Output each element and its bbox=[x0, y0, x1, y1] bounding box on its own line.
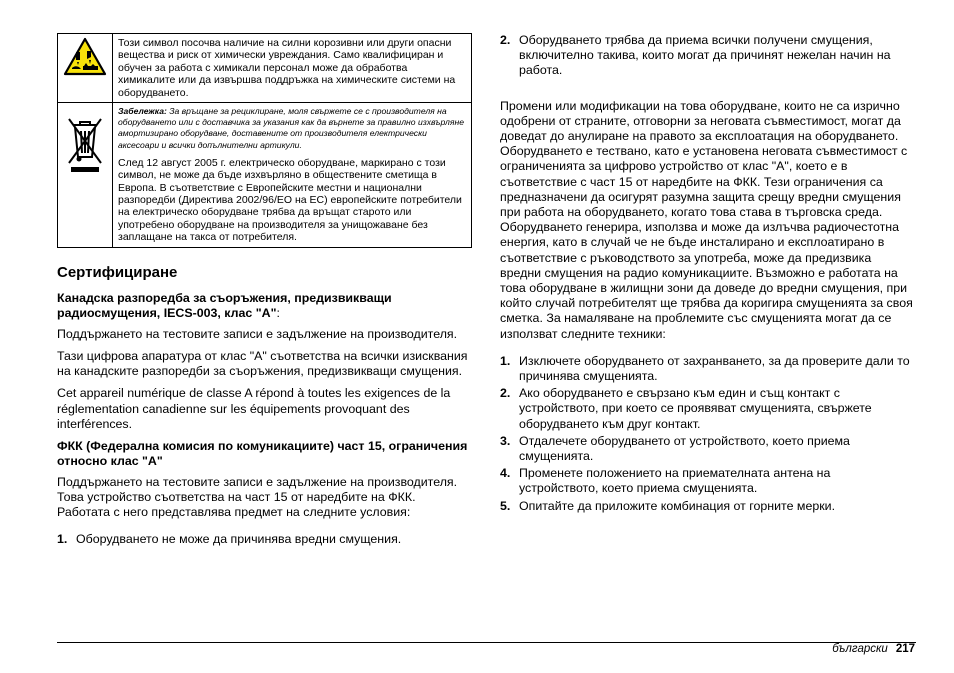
item-number: 2. bbox=[500, 386, 511, 401]
interference-paragraph: Промени или модификации на това оборудване, които не са изрично одобрени от страните, отговорни за неговата съвместимост, могат да доведат до анулиране на правото за експлоатация на оборудването. Оборудването е тествано, като е установена неговата съвместимост с ограниченията за цифрово устройство от клас "A", което е в съответствие с част 15 от наредбите на ФКК. Тези ограничения са предназначени да осигурят разумна защита срещу вредни смущения при работа на оборудването, когато това става в търговска среда. Оборудването генерира, използва и може да излъчва радиочестотна енергия, като в случай че не бъде инсталирано и експлоатирано в съответствие с ръководството за употреба, може да предизвика вредни смущения на радио комуникациите. Възможно е работата на това оборудване в жилищни зони да доведе до вредни смущения, при който случай потребителят ще трябва да коригира смущенията за своя сметка. За намаляване на проблемите със смущенията могат да се използват следните техники: bbox=[500, 98, 913, 341]
canada-heading bbox=[57, 291, 470, 321]
list-item bbox=[500, 386, 913, 432]
fcc-paragraph: Поддържането на тестовите записи е задължение на производителя. Това устройство съответства на част 15 от наредбите на ФКК. Работата с него представлява предмет на следните условия: bbox=[57, 474, 458, 520]
item-text: Ако оборудването е свързано към един и същ контакт с устройството, при което се проявяват смущенията, свържете оборудването към друг контакт. bbox=[519, 386, 872, 431]
fcc-conditions-list-continued bbox=[500, 33, 913, 79]
item-text: Оборудването трябва да приема всички получени смущения, включително такива, които могат да причинят нежелан начин на работа. bbox=[519, 33, 891, 78]
item-text: Оборудването не може да причинява вредни смущения. bbox=[76, 531, 402, 546]
item-number: 1. bbox=[500, 353, 511, 368]
list-item bbox=[57, 532, 470, 547]
list-item bbox=[500, 434, 913, 464]
symbol-description-weee bbox=[113, 103, 472, 248]
item-text: Опитайте да приложите комбинация от горните мерки. bbox=[519, 498, 836, 513]
fcc-heading: ФКК (Федерална комисия по комуникациите) част 15, ограничения относно клас "A" bbox=[57, 438, 468, 468]
fcc-conditions-list bbox=[57, 532, 470, 547]
item-number: 5. bbox=[500, 498, 511, 513]
symbol-description: Този символ посочва наличие на силни корозивни или други опасни вещества и риск от химически увреждания. Само квалифициран и обучен за работа с химикали персонал може да обработва химикалите или да извършва поддръжка на химическите системи на оборудването. bbox=[113, 34, 472, 103]
list-item bbox=[500, 499, 913, 514]
corrosive-hazard-icon bbox=[63, 37, 107, 77]
icon-cell bbox=[58, 103, 113, 248]
section-title: Сертифициране bbox=[57, 263, 178, 281]
item-number: 1. bbox=[57, 531, 68, 546]
canada-paragraph-1: Поддържането на тестовите записи е задължение на производителя. bbox=[57, 326, 458, 341]
table-row bbox=[58, 103, 472, 248]
item-number: 2. bbox=[500, 33, 511, 47]
note-label: Забележка: bbox=[118, 106, 167, 117]
item-text: Променете положението на приемателната антена на устройството, което приема смущенията. bbox=[519, 466, 831, 496]
page-footer bbox=[832, 643, 915, 655]
canada-heading-suffix: : bbox=[276, 305, 280, 320]
weee-text: След 12 август 2005 г. електрическо оборудване, маркирано с този символ, не може да бъде изхвърляно в обществените сметища в Европа. В съответствие с Европейските местни и национални разпоредби (Директива 2002/96/EO на ЕС) европейските потребители на електрическо оборудване трябва да връщат старото или употребено оборудване на производителя за унищожаване без заплащане на такса от потребителя. bbox=[118, 156, 462, 244]
page-number: 217 bbox=[895, 643, 915, 655]
note-text: За връщане за рециклиране, моля свържете се с производителя на оборудването или с доставчика за указания как да върнете за правилно изхвърляне амортизирано оборудване, доставените от производителя електрически аксесоари и всички допълнителни артикули. bbox=[118, 106, 464, 150]
table-row bbox=[58, 34, 472, 103]
right-column bbox=[500, 33, 913, 521]
list-item bbox=[500, 33, 913, 79]
list-item bbox=[500, 354, 913, 384]
symbols-table bbox=[57, 33, 472, 248]
icon-cell bbox=[58, 34, 113, 103]
canada-paragraph-2: Тази цифрова апаратура от клас "A" съответства на всички изисквания на канадските разпоредби за съоръжения, предизвикващи смущения. bbox=[57, 348, 468, 379]
canada-heading-text: Канадска разпоредба за съоръжения, предизвикващи радиосмущения, IECS-003, клас "A" bbox=[57, 290, 392, 320]
item-text: Изключете оборудването от захранването, за да проверите дали то причинява смущенията. bbox=[519, 353, 910, 384]
recycling-note bbox=[118, 106, 467, 151]
left-column bbox=[57, 33, 470, 554]
item-number: 4. bbox=[500, 466, 511, 481]
footer-divider bbox=[57, 642, 916, 643]
list-item bbox=[500, 466, 913, 496]
canada-paragraph-3: Cet appareil numérique de classe A répond à toutes les exigences de la réglementation canadienne sur les équipements provoquant des interférences. bbox=[57, 386, 451, 431]
item-text: Отдалечете оборудването от устройството, което приема смущенията. bbox=[519, 433, 850, 464]
item-number: 3. bbox=[500, 433, 511, 448]
interference-techniques-list bbox=[500, 354, 913, 514]
crossed-out-wheelie-bin-icon bbox=[65, 113, 105, 175]
footer-language: български bbox=[832, 643, 888, 655]
